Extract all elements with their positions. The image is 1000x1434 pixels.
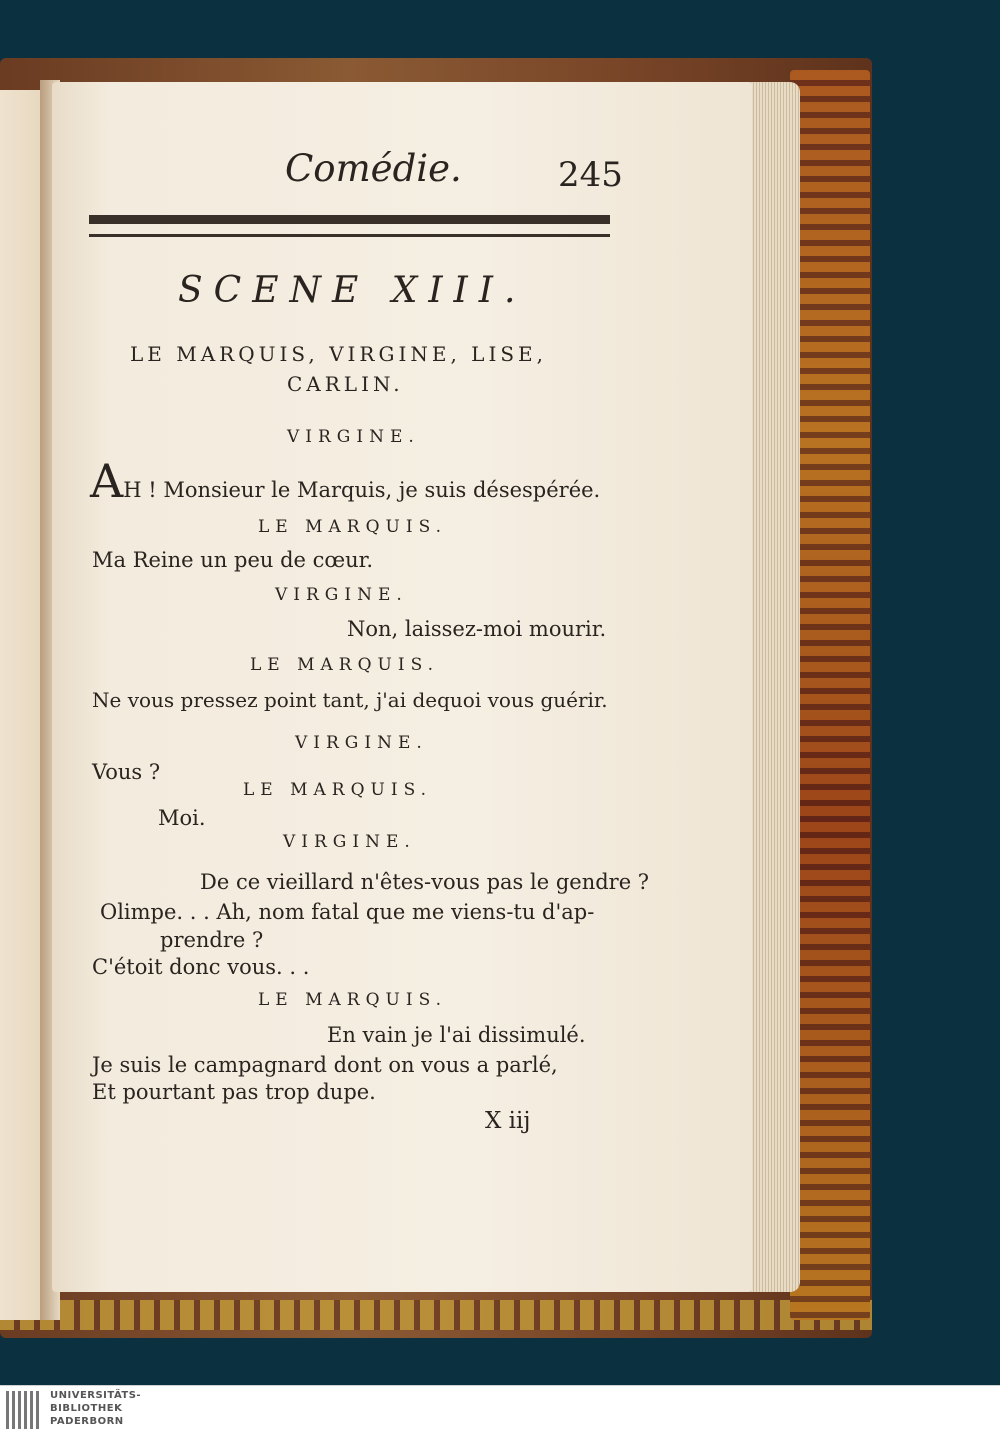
marbled-endpaper: [790, 70, 870, 1320]
signature-mark: X iij: [485, 1108, 531, 1134]
verse-text: H ! Monsieur le Marquis, je suis désespérée.: [123, 478, 601, 502]
verse-line: Ne vous pressez point tant, j'ai dequoi vous guérir.: [92, 688, 608, 712]
gilt-border: [0, 1300, 872, 1330]
verse-line: En vain je l'ai dissimulé.: [327, 1023, 586, 1047]
verse-line: Ma Reine un peu de cœur.: [92, 548, 374, 572]
verse-line: Je suis le campagnard dont on vous a parlé,: [92, 1053, 558, 1077]
logo-line: BIBLIOTHEK: [50, 1403, 123, 1414]
speaker-name: VIRGINE.: [275, 585, 408, 605]
speaker-name: LE MARQUIS.: [243, 780, 433, 800]
drop-cap: A: [90, 454, 124, 508]
speaker-name: VIRGINE.: [295, 733, 428, 753]
verse-line: Vous ?: [92, 760, 161, 784]
verse-line: Olimpe. . . Ah, nom fatal que me viens-tu d'ap-: [100, 900, 595, 924]
verse-line: Non, laissez-moi mourir.: [347, 617, 607, 641]
dramatis-personae-line-2: CARLIN.: [287, 372, 404, 396]
page-number: 245: [558, 155, 623, 195]
speaker-name: LE MARQUIS.: [250, 655, 440, 675]
verse-line: De ce vieillard n'êtes-vous pas le gendre ?: [200, 870, 650, 894]
running-title: Comédie.: [285, 147, 462, 190]
speaker-name: VIRGINE.: [287, 427, 420, 447]
library-logo-text: [50, 1389, 170, 1428]
speaker-name: VIRGINE.: [283, 832, 416, 852]
verse-line: [90, 454, 601, 508]
dramatis-personae-line-1: LE MARQUIS, VIRGINE, LISE,: [130, 342, 548, 366]
verse-line: Et pourtant pas trop dupe.: [92, 1080, 376, 1104]
logo-line: PADERBORN: [50, 1416, 124, 1427]
verse-line: Moi.: [158, 806, 206, 830]
scene-title: SCENE XIII.: [178, 270, 527, 311]
verse-line: C'étoit donc vous. . .: [92, 955, 310, 979]
footer-bar: [0, 1385, 1000, 1434]
library-logo-icon: [6, 1391, 44, 1429]
page-edges: [745, 82, 800, 1292]
logo-line: UNIVERSITÄTS-: [50, 1390, 142, 1401]
head-rule-thick: [89, 215, 610, 224]
speaker-name: LE MARQUIS.: [258, 517, 448, 537]
head-rule-thin: [89, 234, 610, 237]
verse-line: prendre ?: [160, 928, 264, 952]
printed-page: [52, 82, 752, 1292]
speaker-name: LE MARQUIS.: [258, 990, 448, 1010]
